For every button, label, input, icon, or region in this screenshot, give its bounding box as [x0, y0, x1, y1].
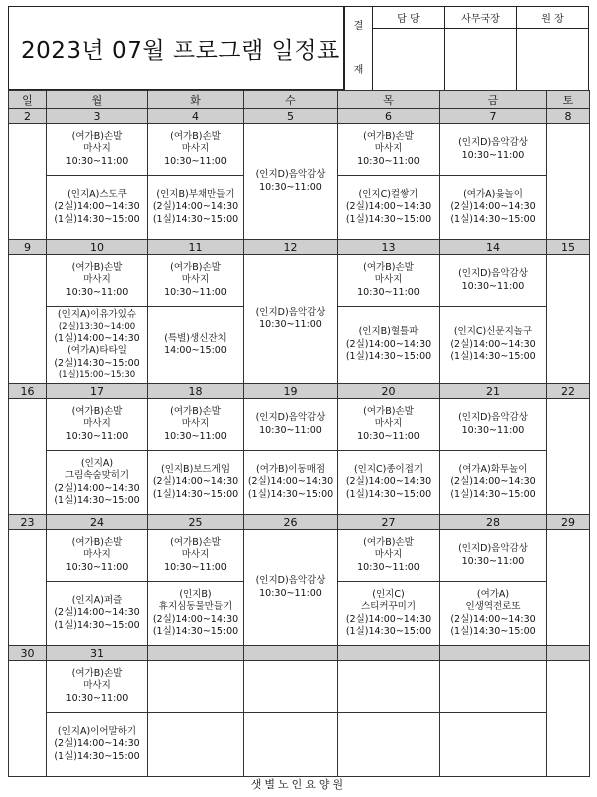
schedule-line: 10:30~11:00 — [164, 286, 227, 298]
schedule-line: (특별)생신잔치 — [164, 332, 227, 344]
schedule-line: 10:30~11:00 — [164, 155, 227, 167]
schedule-line: 10:30~11:00 — [259, 181, 322, 193]
program-cell-wed-merged — [244, 530, 338, 646]
schedule-line: 마사지 — [374, 143, 403, 155]
approval-header-director: 원 장 — [517, 7, 589, 29]
weekend-cell-sun — [9, 255, 47, 384]
program-cell-thu-pm — [338, 307, 440, 384]
schedule-line: (1실)14:30~15:00 — [345, 626, 432, 637]
date-number-sun: 23 — [9, 515, 47, 530]
schedule-line: (여가B)손발 — [71, 261, 123, 273]
weekday-fri: 금 — [440, 91, 547, 109]
program-cell-thu-pm — [338, 176, 440, 240]
approval-side-label-1: 결 — [353, 20, 364, 32]
schedule-line: 10:30~11:00 — [461, 149, 525, 161]
schedule-line: (여가B)손발 — [71, 667, 123, 679]
program-cell-mon-pm — [47, 713, 148, 777]
schedule-line: 10:30~11:00 — [164, 430, 227, 442]
weekend-cell-sat — [547, 661, 590, 777]
schedule-line: 마사지 — [83, 143, 111, 155]
schedule-line: 마사지 — [181, 418, 210, 430]
schedule-line: (인지A) — [80, 457, 114, 469]
program-cell-tue-pm — [148, 307, 244, 384]
morning-row — [9, 255, 590, 307]
weekend-cell-sun — [9, 124, 47, 240]
schedule-line: 10:30~11:00 — [259, 587, 322, 599]
schedule-line: (1실)14:30~15:00 — [247, 488, 334, 500]
schedule-line: (인지A)퍼즐 — [71, 594, 123, 606]
schedule-line: 인생역전로또 — [465, 601, 521, 612]
date-row — [9, 646, 590, 661]
schedule-line: (여가B)손발 — [71, 405, 123, 417]
schedule-line: (인지D)음악감상 — [255, 306, 326, 318]
date-number-thu: 13 — [338, 240, 440, 255]
weekend-cell-sat — [547, 255, 590, 384]
schedule-line: (1실)14:30~15:00 — [54, 213, 140, 225]
schedule-line: (1실)14:30~15:00 — [152, 626, 239, 637]
date-number-fri: 28 — [440, 515, 547, 530]
date-row — [9, 109, 590, 124]
program-cell-fri-am — [440, 530, 547, 582]
date-number-sat — [547, 646, 590, 661]
date-number-fri: 7 — [440, 109, 547, 124]
date-number-tue: 4 — [148, 109, 244, 124]
date-number-sun: 30 — [9, 646, 47, 661]
afternoon-row — [9, 713, 590, 777]
page-title: 2023년 07월 프로그램 일정표 — [21, 37, 340, 64]
schedule-line: (여가B)이동매점 — [256, 463, 325, 475]
schedule-line: 14:00~15:00 — [164, 345, 227, 356]
program-cell-fri-pm — [440, 451, 547, 515]
schedule-line: 10:30~11:00 — [259, 319, 322, 330]
date-number-sun: 9 — [9, 240, 47, 255]
program-cell-mon-pm — [47, 451, 148, 515]
schedule-line: (여가B)손발 — [170, 405, 221, 417]
schedule-line: (2실)14:00~14:30 — [450, 613, 536, 625]
program-cell-mon-pm — [47, 582, 148, 646]
morning-row — [9, 124, 590, 176]
schedule-line: 10:30~11:00 — [65, 155, 129, 167]
program-cell-wed-am — [244, 399, 338, 451]
program-cell-tue-pm — [148, 176, 244, 240]
schedule-line: (인지D)음악감상 — [255, 412, 326, 423]
weekend-cell-sun — [9, 530, 47, 646]
schedule-line: (여가A) — [476, 588, 510, 600]
schedule-line: 마사지 — [374, 549, 403, 561]
schedule-line: (1실)15:00~15:30 — [58, 370, 136, 380]
schedule-line: (1실)14:00~14:30 — [54, 332, 140, 344]
schedule-line: (1실)14:30~15:00 — [450, 351, 536, 363]
schedule-line: 10:30~11:00 — [357, 430, 420, 442]
schedule-line: (2실)14:30~15:00 — [54, 357, 140, 369]
schedule-line: 마사지 — [83, 274, 111, 286]
program-cell-thu-am — [338, 124, 440, 176]
schedule-line: 스티커꾸미기 — [360, 601, 417, 612]
schedule-line: (2실)14:00~14:30 — [345, 613, 432, 625]
schedule-line: (여가B)손발 — [363, 405, 414, 417]
approval-side-label-2: 재 — [353, 64, 364, 76]
schedule-line: (여가B)손발 — [170, 261, 221, 273]
schedule-line: (1실)14:30~15:00 — [345, 351, 432, 363]
program-cell-mon-am — [47, 661, 148, 713]
schedule-line: 10:30~11:00 — [461, 280, 525, 292]
date-number-mon: 10 — [47, 240, 148, 255]
schedule-line: 마사지 — [374, 418, 403, 430]
approval-signature-director[interactable] — [517, 29, 589, 91]
schedule-line: 마사지 — [374, 274, 403, 286]
schedule-line: (인지D)음악감상 — [458, 137, 528, 148]
schedule-line: (1실)14:30~15:00 — [345, 488, 432, 500]
schedule-line: (인지B)부채만들기 — [156, 188, 235, 200]
schedule-line: (여가B)손발 — [71, 536, 123, 548]
approval-header-manager: 담 당 — [373, 7, 445, 29]
schedule-line: (1실)14:30~15:00 — [450, 626, 536, 637]
date-number-wed: 5 — [244, 109, 338, 124]
program-cell-tue-am — [148, 124, 244, 176]
schedule-line: 10:30~11:00 — [461, 424, 525, 436]
schedule-line: (1실)14:30~15:00 — [345, 213, 432, 225]
schedule-line: 그림속숨맞히기 — [64, 470, 130, 481]
schedule-line: (2실)14:00~14:30 — [450, 201, 536, 213]
schedule-line: (2실)14:00~14:30 — [345, 476, 432, 488]
date-number-thu: 27 — [338, 515, 440, 530]
schedule-line: (인지A)이유가있슈 — [57, 309, 137, 320]
program-cell-fri-am — [440, 124, 547, 176]
date-number-sat: 29 — [547, 515, 590, 530]
date-number-sun: 16 — [9, 384, 47, 399]
schedule-calendar — [8, 90, 590, 777]
morning-row — [9, 399, 590, 451]
weekday-tue: 화 — [148, 91, 244, 109]
date-number-sat: 15 — [547, 240, 590, 255]
program-cell-thu-am — [338, 399, 440, 451]
date-row — [9, 515, 590, 530]
date-number-fri — [440, 646, 547, 661]
program-cell-tue-pm — [148, 713, 244, 777]
schedule-line: (인지C)신문지놀구 — [453, 326, 533, 338]
approval-signature-manager[interactable] — [373, 29, 445, 91]
date-number-tue: 25 — [148, 515, 244, 530]
schedule-line: (인지B) — [179, 588, 212, 600]
date-number-thu — [338, 646, 440, 661]
date-number-tue — [148, 646, 244, 661]
program-cell-thu-am — [338, 255, 440, 307]
program-cell-fri-pm — [440, 713, 547, 777]
schedule-line: 10:30~11:00 — [65, 692, 129, 704]
schedule-line: 마사지 — [181, 549, 210, 561]
schedule-line: (1실)14:30~15:00 — [450, 213, 536, 225]
schedule-line: (인지A)스도쿠 — [67, 188, 127, 200]
schedule-line: (인지B)혈틀파 — [358, 326, 419, 338]
schedule-line: 10:30~11:00 — [164, 561, 227, 573]
date-number-wed: 19 — [244, 384, 338, 399]
schedule-line: 10:30~11:00 — [65, 286, 129, 298]
weekend-cell-sun — [9, 399, 47, 515]
program-cell-mon-am — [47, 530, 148, 582]
schedule-line: (여가B)손발 — [363, 130, 414, 142]
program-cell-tue-am — [148, 530, 244, 582]
schedule-line: (인지D)음악감상 — [458, 543, 528, 554]
program-cell-tue-am — [148, 399, 244, 451]
schedule-line: (2실)14:00~14:30 — [54, 201, 140, 213]
schedule-line: 10:30~11:00 — [259, 424, 322, 436]
schedule-line: (2실)13:30~14:00 — [58, 321, 136, 332]
schedule-line: 10:30~11:00 — [357, 561, 420, 573]
schedule-line: (1실)14:30~15:00 — [54, 619, 140, 631]
program-cell-wed-merged — [244, 255, 338, 384]
weekend-cell-sun — [9, 661, 47, 777]
program-cell-mon-pm — [47, 307, 148, 384]
schedule-line: (1실)14:30~15:00 — [152, 488, 239, 500]
program-cell-fri-pm — [440, 582, 547, 646]
date-number-mon: 31 — [47, 646, 148, 661]
schedule-line: (1실)14:30~15:00 — [450, 488, 536, 500]
weekday-thu: 목 — [338, 91, 440, 109]
footer-organization: 샛별노인요양원 — [250, 778, 347, 791]
schedule-line: (인지B)보드게임 — [161, 463, 230, 475]
schedule-line: (여가B)손발 — [170, 536, 221, 548]
program-cell-tue-am — [148, 255, 244, 307]
date-number-wed: 12 — [244, 240, 338, 255]
program-cell-fri-am — [440, 661, 547, 713]
header — [8, 6, 589, 90]
program-cell-wed-merged — [244, 124, 338, 240]
date-number-sun: 2 — [9, 109, 47, 124]
title-box — [8, 6, 344, 90]
date-number-mon: 24 — [47, 515, 148, 530]
date-number-thu: 6 — [338, 109, 440, 124]
date-number-sat: 8 — [547, 109, 590, 124]
program-cell-thu-pm — [338, 582, 440, 646]
schedule-line: 10:30~11:00 — [357, 286, 420, 298]
morning-row — [9, 661, 590, 713]
weekday-header-row — [9, 91, 590, 109]
approval-header-secretary: 사무국장 — [445, 7, 517, 29]
schedule-line: (여가B)손발 — [170, 130, 221, 142]
schedule-line: 휴지심동물만들기 — [158, 601, 233, 612]
weekday-wed: 수 — [244, 91, 338, 109]
program-cell-fri-pm — [440, 176, 547, 240]
schedule-line: 마사지 — [83, 549, 111, 561]
weekday-sun: 일 — [9, 91, 47, 109]
schedule-line: (인지C) — [372, 588, 405, 600]
date-number-fri: 21 — [440, 384, 547, 399]
program-cell-mon-am — [47, 124, 148, 176]
schedule-line: (2실)14:00~14:30 — [247, 476, 334, 488]
program-cell-tue-am — [148, 661, 244, 713]
weekday-mon: 월 — [47, 91, 148, 109]
program-cell-thu-pm — [338, 713, 440, 777]
calendar-body — [9, 109, 590, 777]
schedule-line: (2실)14:00~14:30 — [450, 476, 536, 488]
program-cell-fri-am — [440, 255, 547, 307]
schedule-line: 마사지 — [83, 680, 111, 692]
schedule-line: (2실)14:00~14:30 — [450, 338, 536, 350]
schedule-line: (2실)14:00~14:30 — [54, 607, 140, 619]
schedule-line: (인지C)종이접기 — [353, 463, 424, 475]
date-number-wed: 26 — [244, 515, 338, 530]
schedule-line: (1실)14:30~15:00 — [54, 750, 140, 762]
date-number-sat: 22 — [547, 384, 590, 399]
program-cell-tue-pm — [148, 451, 244, 515]
schedule-line: (인지D)음악감상 — [255, 169, 326, 180]
approval-side-label — [345, 7, 373, 91]
schedule-line: (인지D)음악감상 — [458, 268, 528, 279]
program-cell-thu-am — [338, 661, 440, 713]
date-number-mon: 17 — [47, 384, 148, 399]
date-number-thu: 20 — [338, 384, 440, 399]
program-cell-tue-pm — [148, 582, 244, 646]
schedule-line: (인지D)음악감상 — [255, 575, 326, 586]
program-cell-mon-am — [47, 255, 148, 307]
schedule-line: (인지C)컬쌓기 — [358, 188, 419, 200]
schedule-line: 10:30~11:00 — [461, 555, 525, 567]
program-cell-mon-pm — [47, 176, 148, 240]
schedule-line: (여가B)손발 — [363, 536, 414, 548]
schedule-line: (여가A)화투놀이 — [458, 463, 528, 475]
schedule-line: (1실)14:30~15:00 — [54, 495, 140, 506]
date-number-tue: 11 — [148, 240, 244, 255]
schedule-line: 마사지 — [83, 418, 111, 430]
schedule-line: (여가B)손발 — [71, 130, 123, 142]
schedule-line: (2실)14:00~14:30 — [152, 201, 239, 213]
afternoon-row — [9, 451, 590, 515]
schedule-line: (2실)14:00~14:30 — [345, 201, 432, 213]
weekend-cell-sat — [547, 124, 590, 240]
date-number-wed — [244, 646, 338, 661]
weekend-cell-sat — [547, 530, 590, 646]
schedule-line: 마사지 — [181, 143, 210, 155]
schedule-line: (2실)14:00~14:30 — [152, 613, 239, 625]
schedule-line: 10:30~11:00 — [357, 155, 420, 167]
schedule-line: (인지A)이어말하기 — [57, 725, 137, 737]
approval-table — [344, 6, 589, 91]
program-cell-wed-am — [244, 661, 338, 713]
weekend-cell-sat — [547, 399, 590, 515]
program-cell-mon-am — [47, 399, 148, 451]
schedule-line: (2실)14:00~14:30 — [54, 738, 140, 750]
date-row — [9, 384, 590, 399]
program-cell-wed-pm — [244, 713, 338, 777]
schedule-line: (여가A)윷놀이 — [463, 188, 523, 200]
schedule-line: 10:30~11:00 — [65, 561, 129, 573]
date-number-tue: 18 — [148, 384, 244, 399]
schedule-line: (여가A)타타일 — [67, 345, 127, 356]
schedule-line: 마사지 — [181, 274, 210, 286]
schedule-line: 10:30~11:00 — [65, 430, 129, 442]
date-number-mon: 3 — [47, 109, 148, 124]
program-cell-wed-pm — [244, 451, 338, 515]
schedule-line: (1실)14:30~15:00 — [152, 213, 239, 225]
schedule-line: (여가B)손발 — [363, 261, 414, 273]
approval-signature-secretary[interactable] — [445, 29, 517, 91]
date-number-fri: 14 — [440, 240, 547, 255]
schedule-line: (2실)14:00~14:30 — [345, 338, 432, 350]
schedule-line: (2실)14:00~14:30 — [54, 482, 140, 494]
program-cell-thu-am — [338, 530, 440, 582]
program-cell-thu-pm — [338, 451, 440, 515]
schedule-line: (인지D)음악감상 — [458, 412, 528, 423]
date-row — [9, 240, 590, 255]
program-cell-fri-pm — [440, 307, 547, 384]
program-cell-fri-am — [440, 399, 547, 451]
morning-row — [9, 530, 590, 582]
schedule-line: (2실)14:00~14:30 — [152, 476, 239, 488]
weekday-sat: 토 — [547, 91, 590, 109]
